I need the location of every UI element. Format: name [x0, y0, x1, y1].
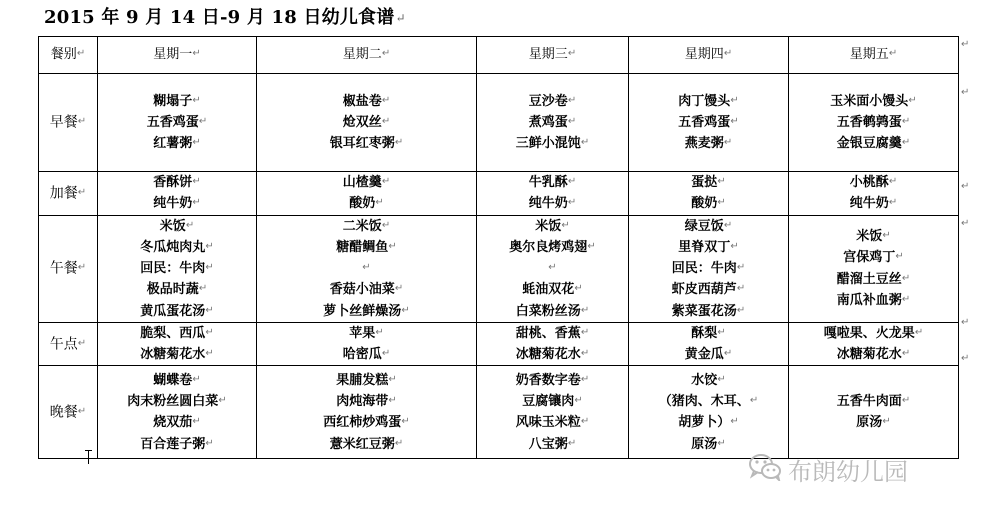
paragraph-mark: ↵	[388, 395, 397, 406]
menu-item: 水饺↵	[691, 372, 726, 388]
header-friday: 星期五↵	[789, 37, 959, 74]
menu-item: 煮鸡蛋↵	[528, 114, 577, 130]
menu-item: 冰糖菊花水↵	[515, 346, 590, 362]
paragraph-mark: ↵	[394, 137, 404, 149]
row-end-mark: ↵	[961, 317, 970, 328]
paragraph-mark: ↵	[395, 11, 406, 25]
menu-item: 红薯粥↵	[153, 135, 201, 151]
table-row-lunch	[39, 215, 959, 322]
menu-item: 米饭↵	[159, 218, 195, 234]
menu-cell	[477, 172, 629, 216]
menu-item: 肉炖海带↵	[336, 393, 397, 409]
paragraph-mark: ↵	[381, 176, 391, 187]
menu-item: 蝴蝶卷↵	[153, 372, 201, 388]
menu-item: 原汤↵	[856, 415, 891, 430]
menu-item: 豆腐镶肉↵	[522, 393, 583, 409]
paragraph-mark: ↵	[901, 348, 911, 359]
paragraph-mark: ↵	[717, 373, 726, 385]
page-title	[44, 3, 406, 29]
paragraph-mark: ↵	[901, 115, 911, 127]
row-end-mark: ↵	[961, 353, 970, 364]
paragraph-mark: ↵	[192, 373, 201, 385]
menu-cell	[477, 366, 629, 459]
paragraph-mark: ↵	[730, 240, 739, 252]
paragraph-mark: ↵	[901, 395, 911, 406]
paragraph-mark: ↵	[388, 240, 397, 252]
paragraph-mark: ↵	[749, 395, 759, 406]
menu-item: 醋溜土豆丝↵	[836, 271, 911, 287]
paragraph-mark: ↵	[730, 416, 739, 428]
paragraph-mark: ↵	[185, 219, 195, 231]
menu-item: （猪肉、木耳、↵	[658, 393, 759, 409]
menu-cell	[629, 366, 789, 459]
menu-cell	[629, 74, 789, 172]
paragraph-mark: ↵	[717, 197, 726, 209]
watermark	[748, 452, 908, 487]
paragraph-mark: ↵	[574, 283, 583, 295]
paragraph-mark: ↵	[723, 348, 733, 359]
wechat-icon	[748, 453, 782, 487]
menu-cell	[629, 215, 789, 322]
menu-item: 牛乳酥↵	[528, 174, 577, 190]
paragraph-mark: ↵	[717, 176, 726, 187]
paragraph-mark: ↵	[908, 94, 917, 106]
paragraph-mark: ↵	[567, 197, 577, 209]
page-title-text: 2015 年 9 月 14 日-9 月 18 日幼儿食谱	[44, 7, 395, 28]
menu-item: 五香鹌鹑蛋↵	[836, 114, 911, 130]
menu-cell	[98, 74, 257, 172]
paragraph-mark: ↵	[362, 262, 371, 273]
menu-item: 胡萝卜）↵	[678, 415, 739, 430]
menu-cell	[789, 322, 959, 366]
paragraph-mark: ↵	[205, 240, 214, 252]
menu-item: 燕麦粥↵	[684, 135, 733, 151]
menu-item: 萝卜丝鲜燥汤↵	[323, 303, 410, 319]
meal-label: 午点↵	[39, 322, 98, 366]
paragraph-mark: ↵	[723, 219, 733, 231]
paragraph-mark: ↵	[205, 326, 214, 338]
paragraph-mark: ↵	[901, 137, 911, 149]
table-row-snack	[39, 172, 959, 216]
menu-item: 五香鸡蛋↵	[146, 114, 208, 130]
menu-item	[257, 258, 476, 279]
paragraph-mark: ↵	[394, 437, 404, 449]
meal-label: 晚餐↵	[39, 366, 98, 459]
paragraph-mark: ↵	[567, 94, 577, 106]
paragraph-mark: ↵	[381, 219, 391, 231]
table-row-afternoon-snack	[39, 322, 959, 366]
paragraph-mark: ↵	[198, 283, 208, 295]
meal-label: 午餐↵	[39, 215, 98, 322]
menu-item: 三鲜小混饨↵	[515, 135, 590, 151]
menu-cell	[257, 322, 477, 366]
menu-item: 黄金瓜↵	[684, 346, 733, 362]
menu-item: 宫保鸡丁↵	[843, 250, 904, 266]
table-row-breakfast	[39, 74, 959, 172]
menu-cell	[789, 215, 959, 322]
paragraph-mark: ↵	[580, 416, 590, 428]
paragraph-mark: ↵	[192, 94, 201, 106]
menu-item: 黄瓜蛋花汤↵	[140, 303, 214, 319]
menu-cell	[98, 215, 257, 322]
paragraph-mark: ↵	[723, 137, 733, 149]
menu-item: 薏米红豆粥↵	[329, 436, 404, 452]
menu-cell	[98, 322, 257, 366]
menu-item: 绿豆饭↵	[684, 218, 733, 234]
paragraph-mark: ↵	[574, 395, 583, 406]
menu-item: 虾皮西葫芦↵	[671, 282, 746, 297]
menu-item: 酸奶↵	[691, 196, 726, 211]
menu-item: 原汤↵	[691, 436, 726, 452]
paragraph-mark: ↵	[381, 94, 391, 106]
paragraph-mark: ↵	[567, 176, 577, 187]
paragraph-mark: ↵	[736, 262, 746, 273]
menu-item: 银耳红枣粥↵	[329, 135, 404, 151]
text-cursor	[88, 450, 89, 464]
menu-cell	[257, 366, 477, 459]
paragraph-mark: ↵	[580, 137, 590, 149]
menu-item	[477, 258, 628, 279]
header-wednesday: 星期三↵	[477, 37, 629, 74]
menu-cell	[257, 74, 477, 172]
header-thursday: 星期四↵	[629, 37, 789, 74]
header-monday: 星期一↵	[98, 37, 257, 74]
paragraph-mark: ↵	[717, 326, 726, 338]
menu-item: 玉米面小馒头↵	[830, 93, 917, 109]
paragraph-mark: ↵	[895, 251, 904, 263]
paragraph-mark: ↵	[730, 94, 739, 106]
menu-item: 烧双茄↵	[153, 415, 201, 430]
menu-cell	[629, 172, 789, 216]
paragraph-mark: ↵	[730, 115, 739, 127]
paragraph-mark: ↵	[882, 416, 891, 428]
menu-item: 纯牛奶↵	[153, 196, 201, 211]
paragraph-mark: ↵	[736, 283, 746, 295]
menu-item: 奶香数字卷↵	[515, 372, 590, 388]
paragraph-mark: ↵	[381, 115, 391, 127]
paragraph-mark: ↵	[561, 219, 570, 231]
paragraph-mark: ↵	[205, 262, 214, 273]
paragraph-mark: ↵	[205, 348, 214, 359]
meal-label: 加餐↵	[39, 172, 98, 216]
table-row-dinner	[39, 366, 959, 459]
menu-item: 椒盐卷↵	[342, 93, 391, 109]
menu-item: 蚝油双花↵	[522, 282, 583, 297]
paragraph-mark: ↵	[580, 373, 590, 385]
menu-item: 纯牛奶↵	[849, 196, 898, 211]
row-end-mark: ↵	[961, 39, 970, 50]
paragraph-mark: ↵	[401, 304, 410, 316]
paragraph-mark: ↵	[567, 437, 577, 449]
menu-cell	[257, 172, 477, 216]
menu-cell	[257, 215, 477, 322]
menu-item: 哈密瓜↵	[342, 346, 391, 362]
header-tuesday: 星期二↵	[257, 37, 477, 74]
menu-item: 香菇小油菜↵	[329, 282, 404, 297]
menu-cell	[789, 74, 959, 172]
paragraph-mark: ↵	[205, 304, 214, 316]
menu-item: 炝双丝↵	[342, 114, 391, 130]
menu-item: 紫菜蛋花汤↵	[671, 303, 746, 319]
menu-item: 二米饭↵	[342, 218, 391, 234]
menu-item: 肉丁馒头↵	[678, 93, 739, 109]
menu-item: 奥尔良烤鸡翅↵	[509, 239, 596, 255]
paragraph-mark: ↵	[192, 197, 201, 209]
menu-table	[38, 36, 959, 459]
menu-item: 八宝粥↵	[528, 436, 577, 452]
paragraph-mark: ↵	[375, 326, 384, 338]
menu-item: 纯牛奶↵	[528, 196, 577, 211]
paragraph-mark: ↵	[375, 197, 384, 209]
menu-item: 五香鸡蛋↵	[678, 114, 739, 130]
paragraph-mark: ↵	[192, 176, 201, 187]
paragraph-mark: ↵	[198, 115, 208, 127]
table-header-row	[39, 37, 959, 74]
header-meal-type: 餐别↵	[39, 37, 98, 74]
paragraph-mark: ↵	[218, 395, 227, 406]
menu-item: 酥梨↵	[691, 325, 726, 341]
menu-item: 回民：牛肉↵	[140, 260, 214, 276]
menu-cell	[477, 322, 629, 366]
paragraph-mark: ↵	[548, 262, 557, 273]
menu-item: 极品时蔬↵	[146, 282, 208, 297]
menu-item: 西红柿炒鸡蛋↵	[323, 415, 410, 430]
menu-item: 嘎啦果、火龙果↵	[823, 325, 924, 341]
menu-item: 风味玉米粒↵	[515, 415, 590, 430]
paragraph-mark: ↵	[388, 373, 397, 385]
menu-item: 百合莲子粥↵	[140, 436, 214, 452]
paragraph-mark: ↵	[394, 283, 404, 295]
paragraph-mark: ↵	[192, 416, 201, 428]
paragraph-mark: ↵	[580, 348, 590, 359]
menu-item: 酸奶↵	[349, 196, 384, 211]
menu-item: 白菜粉丝汤↵	[515, 303, 590, 319]
row-end-mark: ↵	[961, 87, 970, 98]
menu-item: 南瓜补血粥↵	[836, 292, 911, 308]
paragraph-mark: ↵	[901, 293, 911, 305]
menu-item: 香酥饼↵	[153, 174, 201, 190]
paragraph-mark: ↵	[901, 272, 911, 284]
menu-item: 米饭↵	[856, 228, 891, 244]
paragraph-mark: ↵	[882, 230, 891, 242]
menu-cell	[477, 74, 629, 172]
menu-item: 糖醋鲷鱼↵	[336, 239, 397, 255]
menu-item: 脆梨、西瓜↵	[140, 325, 214, 341]
menu-item: 山楂羹↵	[342, 174, 391, 190]
menu-cell	[98, 172, 257, 216]
menu-item: 回民：牛肉↵	[671, 260, 746, 276]
watermark-text: 布朗幼儿园	[788, 458, 908, 486]
paragraph-mark: ↵	[567, 115, 577, 127]
menu-item: 甜桃、香蕉↵	[515, 325, 590, 341]
row-end-mark: ↵	[961, 218, 970, 229]
menu-item: 五香牛肉面↵	[836, 393, 911, 409]
paragraph-mark: ↵	[736, 304, 746, 316]
meal-label: 早餐↵	[39, 74, 98, 172]
menu-cell	[789, 366, 959, 459]
menu-item: 冰糖菊花水↵	[140, 346, 214, 362]
menu-item: 里脊双丁↵	[678, 239, 739, 255]
menu-cell	[477, 215, 629, 322]
paragraph-mark: ↵	[580, 326, 590, 338]
paragraph-mark: ↵	[401, 416, 410, 428]
menu-item: 糊塌子↵	[153, 93, 201, 109]
paragraph-mark: ↵	[381, 348, 391, 359]
menu-item: 果脯发糕↵	[336, 372, 397, 388]
menu-item: 米饭↵	[535, 218, 570, 234]
menu-item: 金银豆腐羹↵	[836, 135, 911, 151]
menu-item: 豆沙卷↵	[528, 93, 577, 109]
paragraph-mark: ↵	[717, 437, 726, 449]
paragraph-mark: ↵	[205, 437, 214, 449]
menu-item: 肉末粉丝圆白菜↵	[127, 393, 227, 409]
menu-item: 苹果↵	[349, 325, 384, 341]
row-end-mark: ↵	[961, 181, 970, 192]
paragraph-mark: ↵	[580, 304, 590, 316]
menu-item: 小桃酥↵	[849, 174, 898, 190]
paragraph-mark: ↵	[914, 326, 924, 338]
paragraph-mark: ↵	[587, 240, 596, 252]
menu-cell	[789, 172, 959, 216]
menu-cell	[98, 366, 257, 459]
paragraph-mark: ↵	[888, 197, 898, 209]
menu-cell	[629, 322, 789, 366]
menu-item: 冬瓜炖肉丸↵	[140, 239, 214, 255]
paragraph-mark: ↵	[888, 176, 898, 187]
menu-item: 蛋挞↵	[691, 174, 726, 190]
menu-item: 冰糖菊花水↵	[836, 346, 911, 362]
paragraph-mark: ↵	[192, 137, 201, 149]
